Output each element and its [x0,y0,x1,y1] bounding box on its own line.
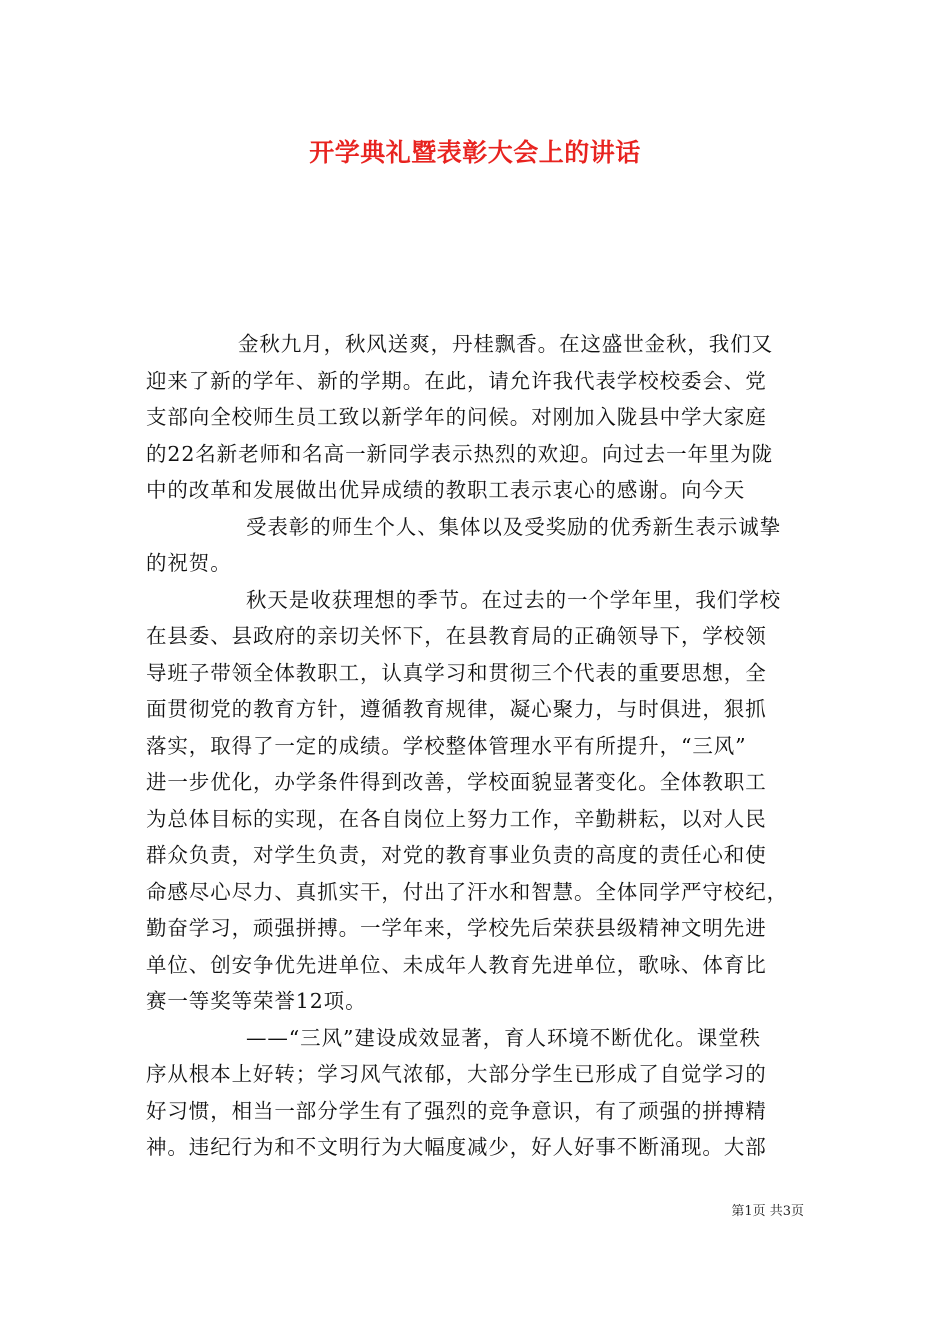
page-number: 第1页 共3页 [731,1204,804,1219]
text-line: ——“三风”建设成效显著，育人环境不断优化。课堂秩 [246,1025,761,1050]
text-line: 中的改革和发展做出优异成绩的教职工表示衷心的感谢。向今天 [146,478,746,502]
text-line: 单位、创安争优先进单位、未成年人教育先进单位，歌咏、体育比 [146,952,767,977]
text-line: 序从根本上好转；学习风气浓郁，大部分学生已形成了自觉学习的 [146,1062,767,1086]
text-line: 为总体目标的实现，在各自岗位上努力工作，辛勤耕耘，以对人民 [146,806,767,831]
text-line: 迎来了新的学年、新的学期。在此，请允许我代表学校校委会、党 [146,368,767,393]
text-line: 面贯彻党的教育方针，遵循教育规律，凝心聚力，与时俱进，狠抓 [146,697,767,721]
text-line: 的22名新老师和名高一新同学表示热烈的欢迎。向过去一年里为陇 [146,441,774,466]
text-line: 金秋九月，秋风送爽，丹桂飘香。在这盛世金秋，我们又 [238,332,773,356]
text-line: 赛一等奖等荣誉12项。 [146,989,367,1013]
page-title: 开学典礼暨表彰大会上的讲话 [309,138,641,167]
text-line: 进一步优化，办学条件得到改善，学校面貌显著变化。全体教职工 [146,770,767,794]
text-line: 群众负责，对学生负责，对党的教育事业负责的高度的责任心和使 [146,843,767,867]
text-line: 受表彰的师生个人、集体以及受奖励的优秀新生表示诚挚 [246,514,781,539]
text-line: 导班子带领全体教职工，认真学习和贯彻三个代表的重要思想，全 [146,660,767,685]
text-line: 的祝贺。 [146,551,232,575]
text-line: 秋天是收获理想的季节。在过去的一个学年里，我们学校 [246,587,781,612]
text-line: 神。违纪行为和不文明行为大幅度减少，好人好事不断涌现。大部 [146,1135,767,1159]
document-body [146,326,806,1166]
text-line: 命感尽心尽力、真抓实干，付出了汗水和智慧。全体同学严守校纪， [146,879,788,904]
text-line: 落实，取得了一定的成绩。学校整体管理水平有所提升，“三风” [146,733,747,758]
text-line: 在县委、县政府的亲切关怀下，在县教育局的正确领导下，学校领 [146,624,767,648]
text-line: 勤奋学习，顽强拼搏。一学年来，学校先后荣获县级精神文明先进 [146,916,767,940]
text-line: 好习惯，相当一部分学生有了强烈的竞争意识，有了顽强的拼搏精 [146,1098,767,1123]
text-line: 支部向全校师生员工致以新学年的问候。对刚加入陇县中学大家庭 [146,405,767,429]
